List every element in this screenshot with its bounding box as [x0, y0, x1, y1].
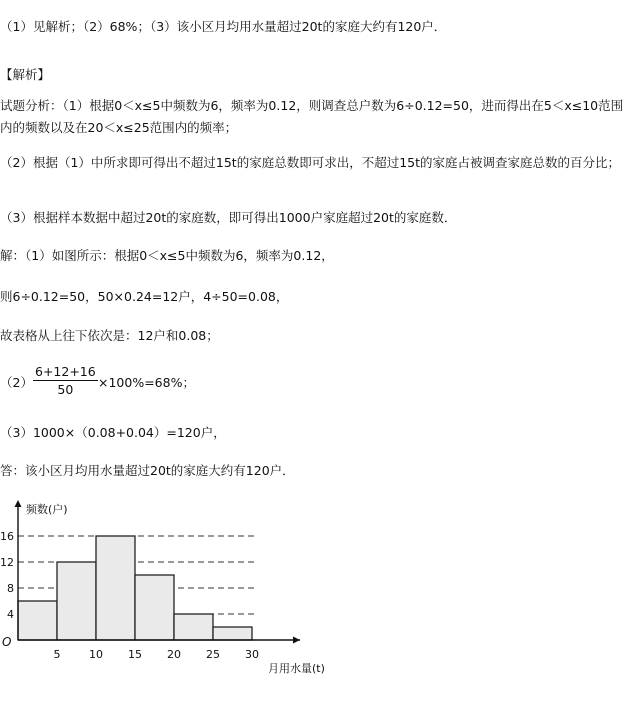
solution-calculation: 则6÷0.12=50，50×0.24=12户，4÷50=0.08，	[0, 289, 289, 304]
histogram-bar	[18, 601, 57, 640]
y-tick-label: 4	[7, 608, 14, 621]
fraction-numerator: 6+12+16	[35, 364, 96, 379]
answer-line: （1）见解析；（2）68%；（3）该小区月均用水量超过20t的家庭大约有120户．	[0, 19, 447, 34]
x-tick-label: 30	[245, 648, 259, 661]
solution-part-1: 解：（1）如图所示：根据0＜x≤5中频数为6，频率为0.12，	[0, 248, 334, 263]
solution-table-answer: 故表格从上往下依次是：12户和0.08；	[0, 328, 219, 343]
x-tick-label: 20	[167, 648, 181, 661]
x-axis-arrow	[293, 637, 300, 644]
histogram-bar	[213, 627, 252, 640]
histogram-bar	[57, 562, 96, 640]
x-tick-label: 25	[206, 648, 220, 661]
x-tick-label: 5	[53, 648, 61, 661]
origin-label: O	[2, 635, 12, 649]
histogram-bar	[96, 536, 135, 640]
analysis-intro: 试题分析：（1）根据0＜x≤5中频数为6，频率为0.12，则调查总户数为6÷0.12=50，进而得出在5＜x≤10范围内的频数以及在20＜x≤25范围内的频率；	[0, 98, 624, 135]
solution-part-2-fraction	[33, 364, 98, 399]
analysis-header: 【解析】	[0, 67, 51, 82]
histogram-bar	[135, 575, 174, 640]
solution-part-3: （3）1000×（0.08+0.04）=120户，	[0, 425, 226, 440]
x-tick-label: 10	[89, 648, 103, 661]
histogram-bar	[174, 614, 213, 640]
frequency-histogram	[0, 496, 360, 686]
analysis-part-3: （3）根据样本数据中超过20t的家庭数，即可得出1000户家庭超过20t的家庭数．	[0, 210, 457, 225]
y-axis-arrow	[15, 500, 22, 507]
solution-part-2-suffix: ×100%=68%；	[98, 375, 195, 390]
fraction-denominator: 50	[57, 382, 74, 397]
solution-part-2-prefix: （2）	[0, 375, 33, 390]
y-tick-label: 8	[7, 582, 14, 595]
y-tick-label: 12	[0, 556, 14, 569]
x-axis-title: 月用水量(t)	[268, 662, 325, 675]
x-tick-label: 15	[128, 648, 142, 661]
y-tick-label: 16	[0, 530, 14, 543]
conclusion: 答：该小区月均用水量超过20t的家庭大约有120户．	[0, 463, 295, 478]
analysis-part-2: （2）根据（1）中所求即可得出不超过15t的家庭总数即可求出，不超过15t的家庭占被调查家庭总数的百分比；	[0, 155, 621, 170]
y-axis-title: 频数(户)	[26, 503, 68, 516]
